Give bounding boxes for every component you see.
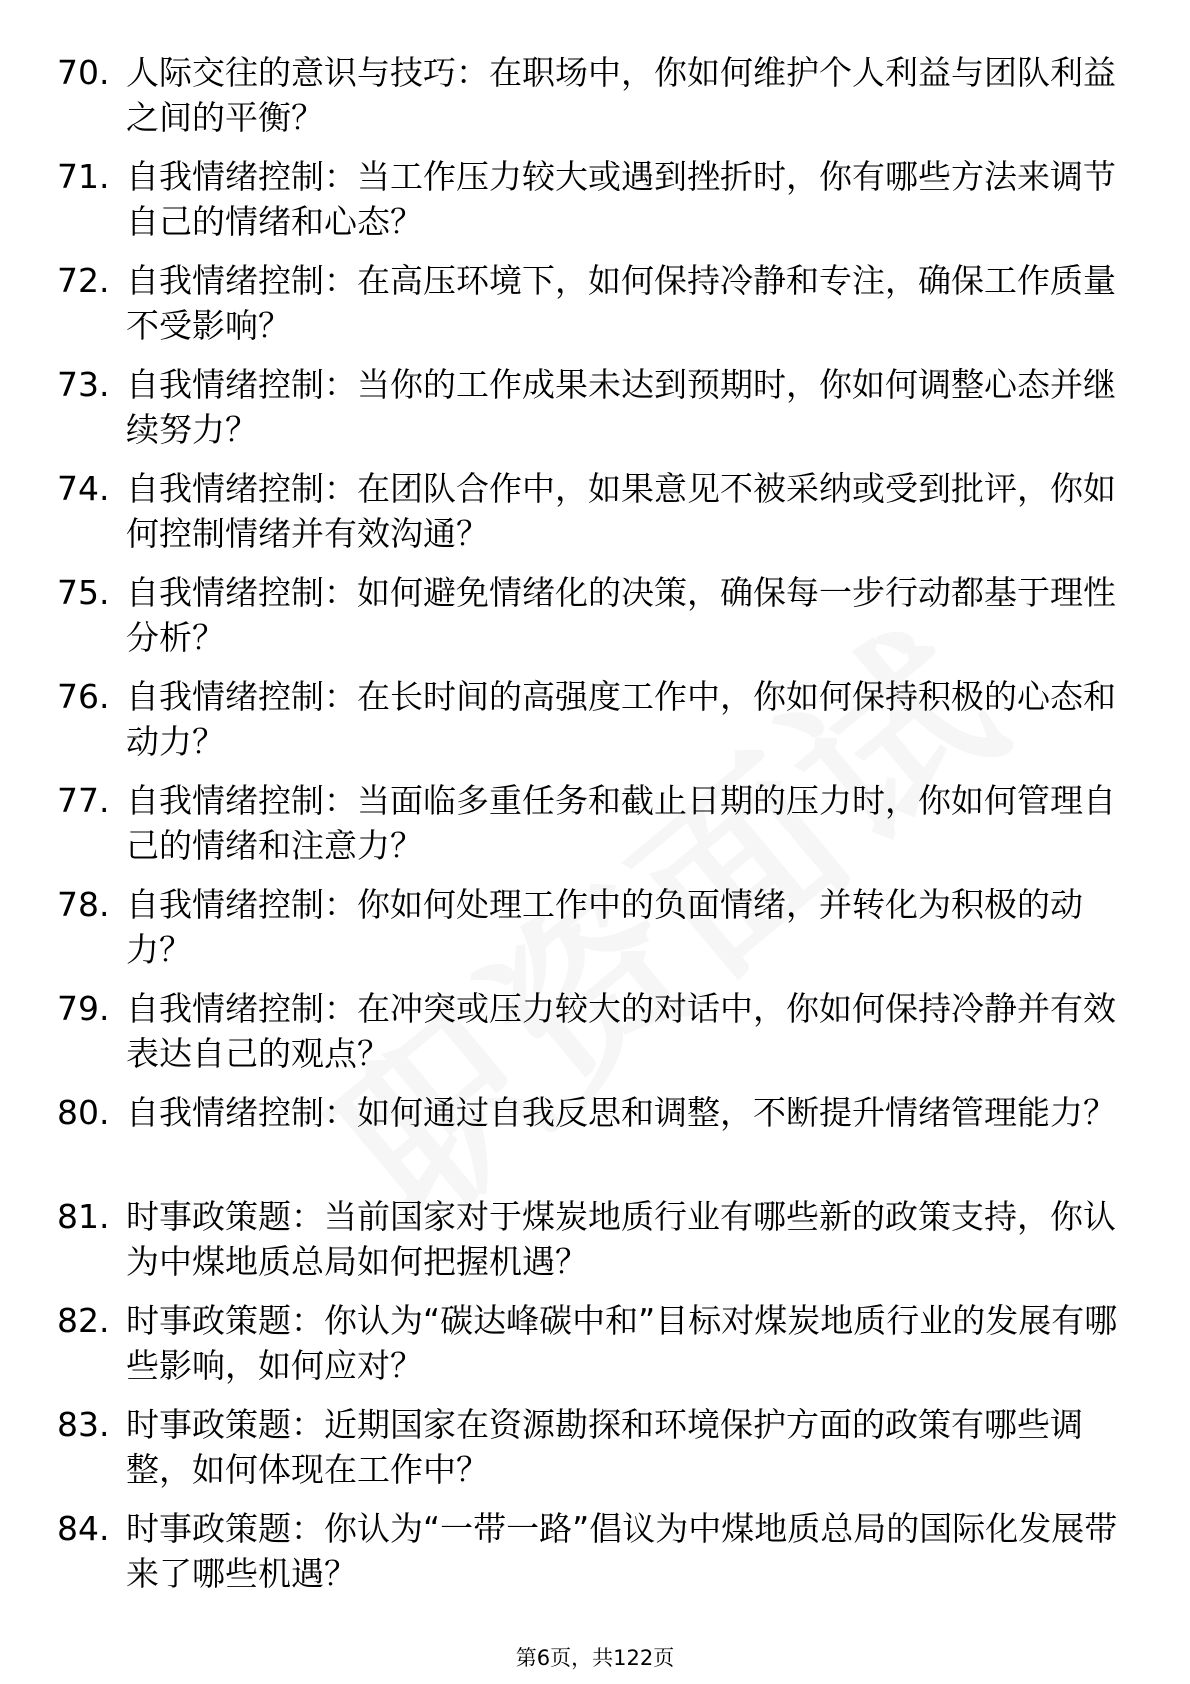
- list-item: [0, 154, 1190, 258]
- question-text: 自我情绪控制：在冲突或压力较大的对话中，你如何保持冷静并有效表达自己的观点？: [126, 989, 1116, 1073]
- question-number: 83.: [57, 1405, 110, 1444]
- list-item: [0, 1194, 1190, 1298]
- question-text: 自我情绪控制：如何避免情绪化的决策，确保每一步行动都基于理性分析？: [126, 573, 1116, 657]
- list-item: [0, 674, 1190, 778]
- list-item: [0, 986, 1190, 1090]
- question-number: 70.: [57, 53, 110, 92]
- page-number-label: 第6页，共122页: [515, 1646, 675, 1670]
- list-item: [0, 1298, 1190, 1402]
- question-text: 自我情绪控制：在长时间的高强度工作中，你如何保持积极的心态和动力？: [126, 677, 1116, 761]
- question-number: 81.: [57, 1197, 110, 1236]
- question-text: 时事政策题：近期国家在资源勘探和环境保护方面的政策有哪些调整，如何体现在工作中？: [126, 1405, 1083, 1489]
- question-number: 82.: [57, 1301, 110, 1340]
- list-item: [0, 362, 1190, 466]
- question-number: 75.: [57, 573, 110, 612]
- list-item: [0, 570, 1190, 674]
- question-number: 72.: [57, 261, 110, 300]
- question-number: 71.: [57, 157, 110, 196]
- question-text: 自我情绪控制：如何通过自我反思和调整，不断提升情绪管理能力？: [126, 1093, 1116, 1132]
- list-item: [0, 882, 1190, 986]
- question-text: 时事政策题：你认为“碳达峰碳中和”目标对煤炭地质行业的发展有哪些影响，如何应对？: [126, 1301, 1118, 1385]
- question-text: 自我情绪控制：当工作压力较大或遇到挫折时，你有哪些方法来调节自己的情绪和心态？: [126, 157, 1116, 241]
- question-number: 77.: [57, 781, 110, 820]
- list-item: [0, 778, 1190, 882]
- list-item: [0, 466, 1190, 570]
- question-number: 78.: [57, 885, 110, 924]
- list-item: [0, 1506, 1190, 1610]
- question-text: 时事政策题：你认为“一带一路”倡议为中煤地质总局的国际化发展带来了哪些机遇？: [126, 1509, 1118, 1593]
- question-number: 84.: [57, 1509, 110, 1548]
- question-list: [0, 50, 1190, 1610]
- question-text: 自我情绪控制：当你的工作成果未达到预期时，你如何调整心态并继续努力？: [126, 365, 1116, 449]
- question-number: 79.: [57, 989, 110, 1028]
- question-text: 时事政策题：当前国家对于煤炭地质行业有哪些新的政策支持，你认为中煤地质总局如何把握机遇？: [126, 1197, 1116, 1281]
- list-item: [0, 258, 1190, 362]
- question-text: 自我情绪控制：在团队合作中，如果意见不被采纳或受到批评，你如何控制情绪并有效沟通？: [126, 469, 1116, 553]
- question-number: 80.: [57, 1093, 110, 1132]
- list-item: [0, 50, 1190, 154]
- question-text: 自我情绪控制：你如何处理工作中的负面情绪，并转化为积极的动力？: [126, 885, 1083, 969]
- question-text: 自我情绪控制：在高压环境下，如何保持冷静和专注，确保工作质量不受影响？: [126, 261, 1116, 345]
- question-number: 73.: [57, 365, 110, 404]
- question-text: 人际交往的意识与技巧：在职场中，你如何维护个人利益与团队利益之间的平衡？: [126, 53, 1116, 137]
- question-text: 自我情绪控制：当面临多重任务和截止日期的压力时，你如何管理自己的情绪和注意力？: [126, 781, 1116, 865]
- list-item: [0, 1090, 1190, 1194]
- question-number: 76.: [57, 677, 110, 716]
- list-item: [0, 1402, 1190, 1506]
- page-footer: [0, 1645, 1190, 1671]
- question-number: 74.: [57, 469, 110, 508]
